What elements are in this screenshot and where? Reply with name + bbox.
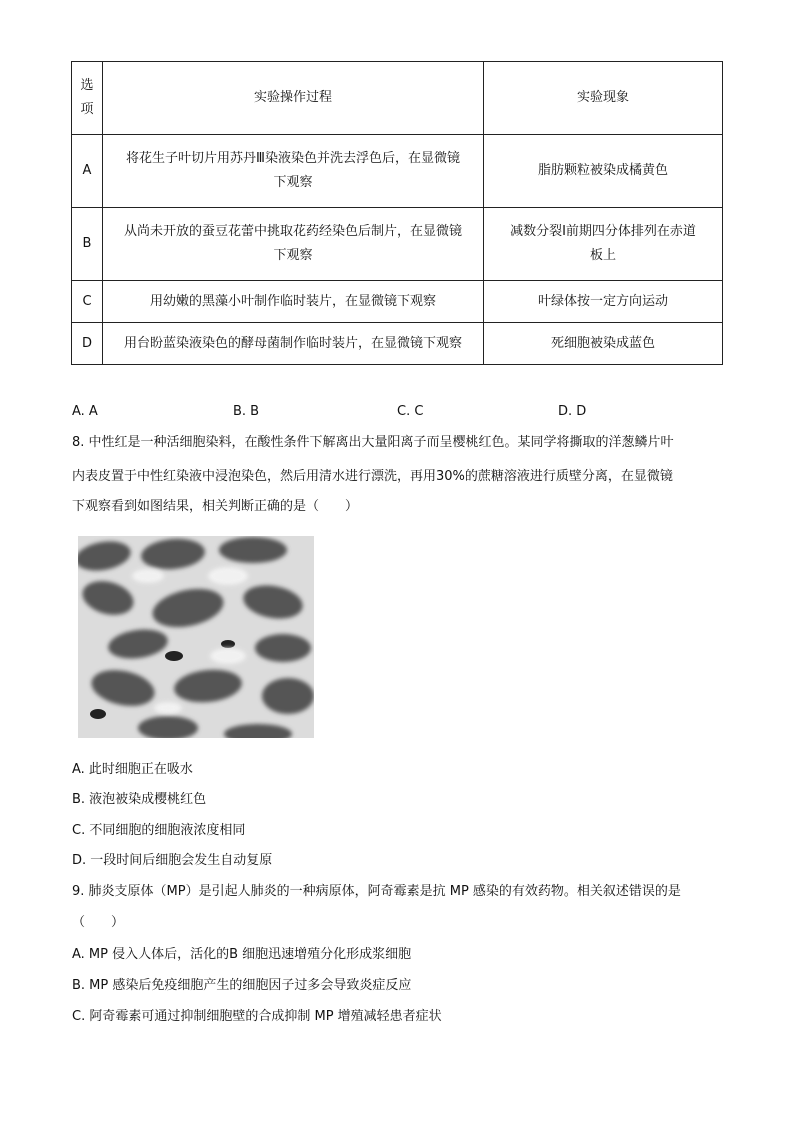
q8-stem-line-3: 下观察看到如图结果，相关判断正确的是（ ） [72, 499, 359, 514]
q9-option-a[interactable]: A. MP 侵入人体后，活化的B 细胞迅速增殖分化形成浆细胞 [72, 947, 412, 962]
q8-option-a[interactable]: A. 此时细胞正在吸水 [72, 762, 193, 777]
table-header-row [72, 62, 723, 135]
row-a-procedure [103, 135, 484, 208]
q8-option-b[interactable]: B. 液泡被染成樱桃红色 [72, 792, 207, 807]
q7-choice-d[interactable]: D. D [558, 404, 587, 419]
row-c-option: C [72, 281, 103, 323]
q8-option-c[interactable]: C. 不同细胞的细胞液浓度相同 [72, 823, 246, 838]
row-b-phenomenon [484, 208, 723, 281]
header-procedure: 实验操作过程 [103, 62, 484, 135]
row-c-procedure: 用幼嫩的黑藻小叶制作临时装片，在显微镜下观察 [103, 281, 484, 323]
row-d-option: D [72, 323, 103, 365]
row-d-procedure: 用台盼蓝染液染色的酵母菌制作临时装片，在显微镜下观察 [103, 323, 484, 365]
header-option [72, 62, 103, 135]
table-row-b [72, 208, 723, 281]
q7-choice-a[interactable]: A. A [72, 404, 98, 419]
micrograph-drawing [78, 536, 314, 738]
micrograph-image [78, 536, 314, 738]
header-option-char-2: 项 [80, 102, 94, 117]
experiment-table [71, 61, 723, 365]
row-b-procedure-line-2: 下观察 [273, 248, 313, 263]
row-b-phenomenon-line-2: 板上 [589, 248, 616, 263]
row-b-phenomenon-line-1: 减数分裂Ⅰ前期四分体排列在赤道 [510, 224, 696, 239]
table-row-c [72, 281, 723, 323]
row-b-procedure [103, 208, 484, 281]
q8-option-d[interactable]: D. 一段时间后细胞会发生自动复原 [72, 853, 273, 868]
q7-choice-c[interactable]: C. C [397, 404, 424, 419]
q8-stem-line-1: 8. 中性红是一种活细胞染料，在酸性条件下解离出大量阳离子而呈樱桃红色。某同学将撕取的洋葱鳞片叶 [72, 435, 674, 450]
q9-stem-line-2: （ ） [72, 915, 125, 930]
q9-stem-line-1: 9. 肺炎支原体（MP）是引起人肺炎的一种病原体，阿奇霉素是抗 MP 感染的有效药物。相关叙述错误的是 [72, 884, 681, 899]
row-b-option: B [72, 208, 103, 281]
q9-option-b[interactable]: B. MP 感染后免疫细胞产生的细胞因子过多会导致炎症反应 [72, 978, 412, 993]
q9-option-c[interactable]: C. 阿奇霉素可通过抑制细胞壁的合成抑制 MP 增殖减轻患者症状 [72, 1009, 442, 1024]
row-a-option: A [72, 135, 103, 208]
row-a-phenomenon: 脂肪颗粒被染成橘黄色 [484, 135, 723, 208]
q7-choice-b[interactable]: B. B [233, 404, 260, 419]
row-a-procedure-line-1: 将花生子叶切片用苏丹Ⅲ染液染色并洗去浮色后，在显微镜 [126, 151, 460, 166]
header-option-char-1: 选 [80, 78, 94, 93]
q8-stem-line-2: 内表皮置于中性红染液中浸泡染色，然后用清水进行漂洗，再用30%的蔗糖溶液进行质壁分离，在显微镜 [72, 469, 673, 484]
table-row-a [72, 135, 723, 208]
table-row-d [72, 323, 723, 365]
row-d-phenomenon: 死细胞被染成蓝色 [484, 323, 723, 365]
row-b-procedure-line-1: 从尚未开放的蚕豆花蕾中挑取花药经染色后制片，在显微镜 [123, 224, 462, 239]
row-c-phenomenon: 叶绿体按一定方向运动 [484, 281, 723, 323]
header-phenomenon: 实验现象 [484, 62, 723, 135]
row-a-procedure-line-2: 下观察 [273, 175, 313, 190]
